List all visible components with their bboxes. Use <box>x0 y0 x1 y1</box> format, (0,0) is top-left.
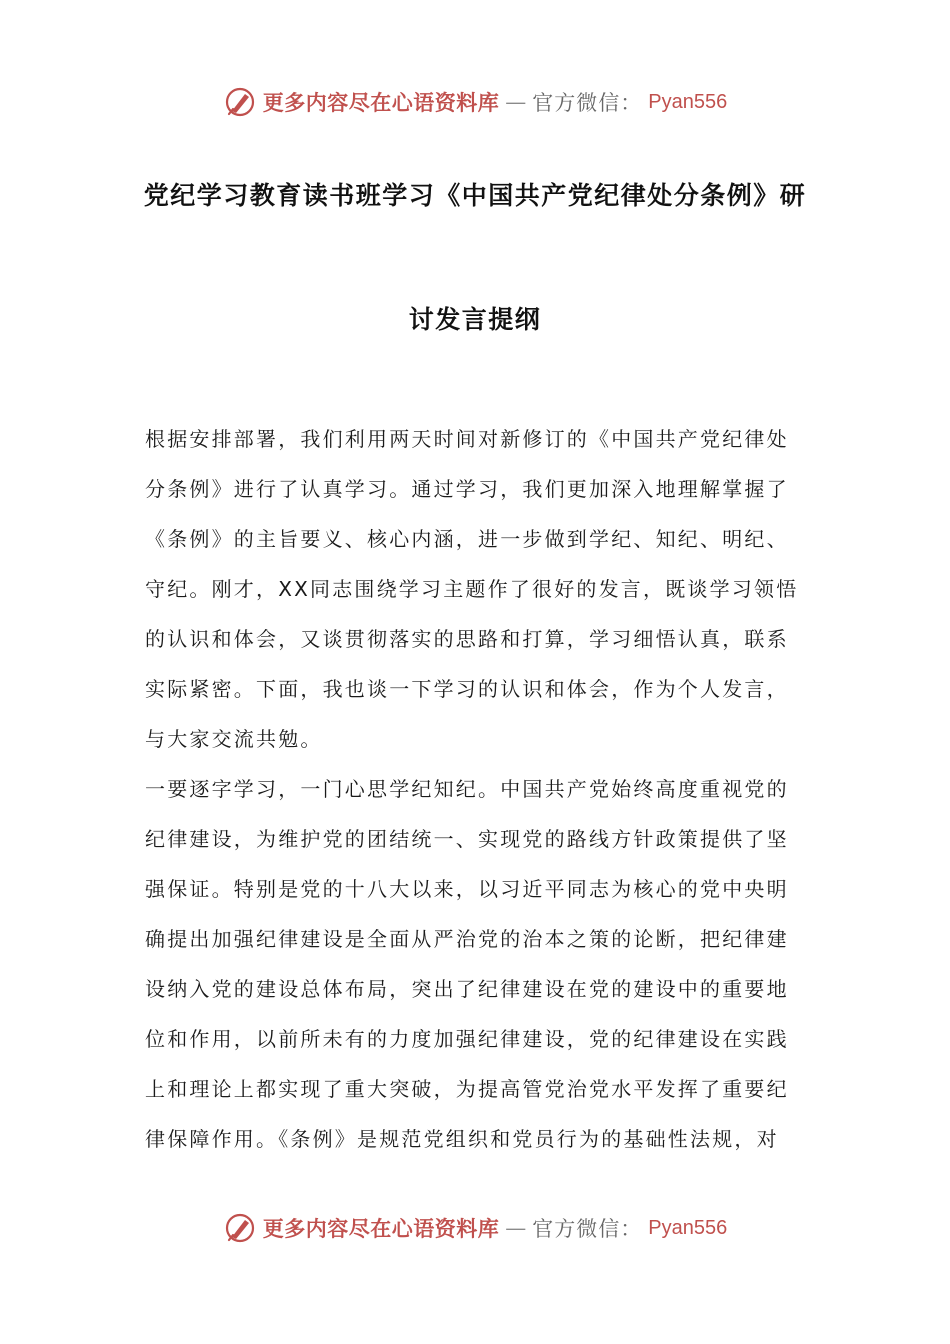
body-line: 的认识和体会，又谈贯彻落实的思路和打算，学习细悟认真，联系 <box>145 627 789 651</box>
body-line: 守纪。刚才，XX同志围绕学习主题作了很好的发言，既谈学习领悟 <box>145 577 799 601</box>
document-title-line-2: 讨发言提纲 <box>408 305 542 334</box>
footer-watermark <box>0 1208 950 1248</box>
body-line: 设纳入党的建设总体布局，突出了纪律建设在党的建设中的重要地 <box>145 977 789 1001</box>
watermark-sub: 官方微信： <box>532 91 643 115</box>
body-line: 确提出加强纪律建设是全面从严治党的治本之策的论断，把纪律建 <box>145 927 789 951</box>
document-body <box>145 414 805 1164</box>
body-line: 一要逐字学习，一门心思学纪知纪。中国共产党始终高度重视党的 <box>145 777 789 801</box>
body-line: 根据安排部署，我们利用两天时间对新修订的《中国共产党纪律处 <box>145 427 789 451</box>
watermark-separator: — <box>505 90 527 114</box>
body-line: 上和理论上都实现了重大突破，为提高管党治党水平发挥了重要纪 <box>145 1077 789 1101</box>
body-line: 分条例》进行了认真学习。通过学习，我们更加深入地理解掌握了 <box>145 477 789 501</box>
body-line: 《条例》的主旨要义、核心内涵，进一步做到学纪、知纪、明纪、 <box>145 527 789 551</box>
body-line: 律保障作用。《条例》是规范党组织和党员行为的基础性法规，对 <box>145 1127 779 1151</box>
document-title-line-1: 党纪学习教育读书班学习《中国共产党纪律处分条例》研 <box>143 181 807 210</box>
pen-nib-circle-icon <box>223 1211 257 1245</box>
body-line: 实际紧密。下面，我也谈一下学习的认识和体会，作为个人发言， <box>145 677 789 701</box>
header-watermark <box>0 82 950 122</box>
watermark-sub: 官方微信： <box>532 1217 643 1241</box>
pen-nib-circle-icon <box>223 85 257 119</box>
watermark-brand: 更多内容尽在心语资料库 <box>262 1216 500 1241</box>
body-line: 与大家交流共勉。 <box>145 727 323 751</box>
body-line: 强保证。特别是党的十八大以来，以习近平同志为核心的党中央明 <box>145 877 789 901</box>
watermark-separator: — <box>505 1216 527 1240</box>
watermark-wechat-id: Pyan556 <box>648 1216 728 1239</box>
body-line: 纪律建设，为维护党的团结统一、实现党的路线方针政策提供了坚 <box>145 827 789 851</box>
watermark-brand: 更多内容尽在心语资料库 <box>262 90 500 115</box>
body-line: 位和作用，以前所未有的力度加强纪律建设，党的纪律建设在实践 <box>145 1027 789 1051</box>
watermark-wechat-id: Pyan556 <box>648 90 728 113</box>
